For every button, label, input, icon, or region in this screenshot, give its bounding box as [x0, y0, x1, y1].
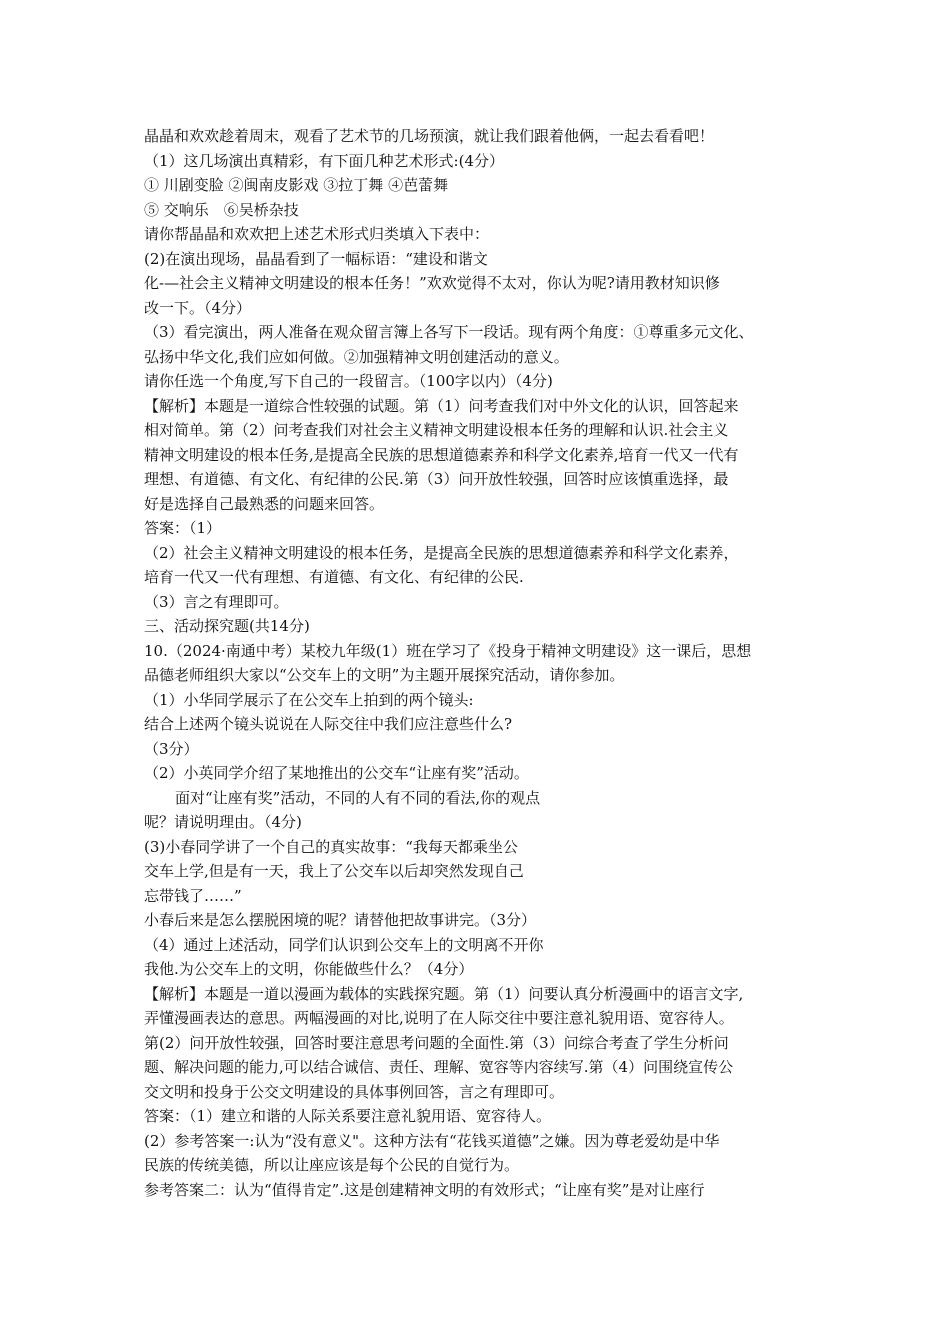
analysis-1-line-4: 理想、有道德、有文化、有纪律的公民.第（3）问开放性较强，回答时应该慎重选择，最: [144, 470, 729, 488]
analysis-1-line-5: 好是选择自己最熟悉的问题来回答。: [144, 494, 385, 513]
section-heading: 三、活动探究题(共14分): [144, 617, 310, 635]
question-2-line-1: (2)在演出现场，晶晶看到了一幅标语：“建设和谐文: [144, 249, 488, 268]
question-3-line-3: 请你任选一个角度,写下自己的一段留言。（100字以内）（4分): [144, 372, 553, 390]
answer-3: （3）言之有理即可。: [144, 592, 289, 611]
answer-10-2-option-1-line-2: 民族的传统美德，所以让座应该是每个公民的自觉行为。: [144, 1156, 520, 1174]
analysis-2-line-4: 题、解决问题的能力,可以结合诚信、责任、理解、宽容等内容续写.第（4）问围绕宣传公: [144, 1058, 734, 1076]
art-forms-list-2: ⑤ 交响乐 ⑥吴桥杂技: [144, 200, 299, 219]
art-forms-list-1: ① 川剧变脸 ②闽南皮影戏 ③拉丁舞 ④芭蕾舞: [144, 176, 449, 194]
analysis-1-line-1: 【解析】本题是一道综合性较强的试题。第（1）问考查我们对中外文化的认识，回答起来: [144, 396, 739, 415]
question-3-line-2: 弘扬中华文化,我们应如何做。②加强精神文明创建活动的意义。: [144, 347, 569, 366]
sub-question-2-line-2: 面对“让座有奖”活动，不同的人有不同的看法,你的观点: [175, 788, 541, 807]
sub-question-3-line-1: (3)小春同学讲了一个自己的真实故事：“我每天都乘坐公: [144, 837, 518, 856]
analysis-2-line-5: 交文明和投身于公交文明建设的具体事例回答，言之有理即可。: [144, 1082, 565, 1101]
question-3-line-1: （3）看完演出，两人准备在观众留言簿上各写下一段话。现有两个角度：①尊重多元文化、: [144, 323, 754, 341]
document-body: [144, 124, 810, 1202]
analysis-2-line-2: 弄懂漫画表达的意思。两幅漫画的对比,说明了在人际交往中要注意礼貌用语、宽容待人。: [144, 1009, 734, 1027]
question-1-instruction: 请你帮晶晶和欢欢把上述艺术形式归类填入下表中：: [144, 225, 490, 243]
sub-question-3-line-2: 交车上学,但是有一天，我上了公交车以后却突然发现自己: [144, 862, 524, 880]
analysis-1-line-2: 相对简单。第（2）问考查我们对社会主义精神文明建设根本任务的理解和认识.社会主义: [144, 421, 729, 439]
answer-10-2-option-2-line-1: 参考答案二：认为“值得肯定”.这是创建精神文明的有效形式；“让座有奖”是对让座行: [144, 1180, 705, 1199]
question-10-line-2: 品德老师组织大家以“公交车上的文明”为主题开展探究活动，请你参加。: [144, 666, 625, 684]
intro-paragraph: 晶晶和欢欢趁着周末，观看了艺术节的几场预演，就让我们跟着他俩，一起去看看吧！: [144, 127, 715, 145]
analysis-2-line-1: 【解析】本题是一道以漫画为载体的实践探究题。第（1）问要认真分析漫画中的语言文字,: [144, 984, 744, 1003]
question-10-line-1: 10.（2024·南通中考）某校九年级(1）班在学习了《投身于精神文明建设》这一课后，思想: [144, 641, 752, 660]
sub-question-3-line-4: 小春后来是怎么摆脱困境的呢？请替他把故事讲完。（3分）: [144, 911, 537, 929]
sub-question-3-line-3: 忘带钱了……”: [144, 886, 242, 905]
sub-question-1-score: （3分）: [144, 739, 199, 758]
sub-question-1-line-2: 结合上述两个镜头说说在人际交往中我们应注意些什么?: [144, 715, 513, 733]
question-2-line-3: 改一下。（4分）: [144, 298, 252, 317]
answer-2-line-1: （2）社会主义精神文明建设的根本任务，是提高全民族的思想道德素养和科学文化素养，: [144, 543, 739, 562]
sub-question-2-line-3: 呢？请说明理由。（4分): [144, 813, 302, 831]
answer-2-line-2: 培育一代又一代有理想、有道德、有文化、有纪律的公民.: [144, 568, 524, 586]
question-2-line-2: 化-—社会主义精神文明建设的根本任务！”欢欢觉得不太对，你认为呢?请用教材知识修: [144, 274, 720, 292]
sub-question-4-line-1: （4）通过上述活动，同学们认识到公交车上的文明离不开你: [144, 935, 544, 954]
sub-question-2-line-1: （2）小英同学介绍了某地推出的公交车“让座有奖”活动。: [144, 764, 529, 782]
sub-question-4-line-2: 我他.为公交车上的文明，你能做些什么？（4分）: [144, 960, 474, 978]
answer-10-1: 答案：（1）建立和谐的人际关系要注意礼貌用语、宽容待人。: [144, 1107, 552, 1125]
analysis-2-line-3: 第(2）问开放性较强，回答时要注意思考问题的全面性.第（3）问综合考查了学生分析问: [144, 1033, 729, 1052]
answer-10-2-option-1-line-1: (2）参考答案一:认为“没有意义"。这种方法有“花钱买道德”之嫌。因为尊老爱幼是中华: [144, 1131, 720, 1150]
sub-question-1-line-1: （1）小华同学展示了在公交车上拍到的两个镜头:: [144, 690, 474, 709]
answer-1-label: 答案：（1）: [144, 519, 222, 537]
question-1-prompt: （1）这几场演出真精彩，有下面几种艺术形式:(4分）: [144, 151, 504, 170]
analysis-1-line-3: 精神文明建设的根本任务,是提高全民族的思想道德素养和科学文化素养,培育一代又一代有: [144, 445, 739, 464]
